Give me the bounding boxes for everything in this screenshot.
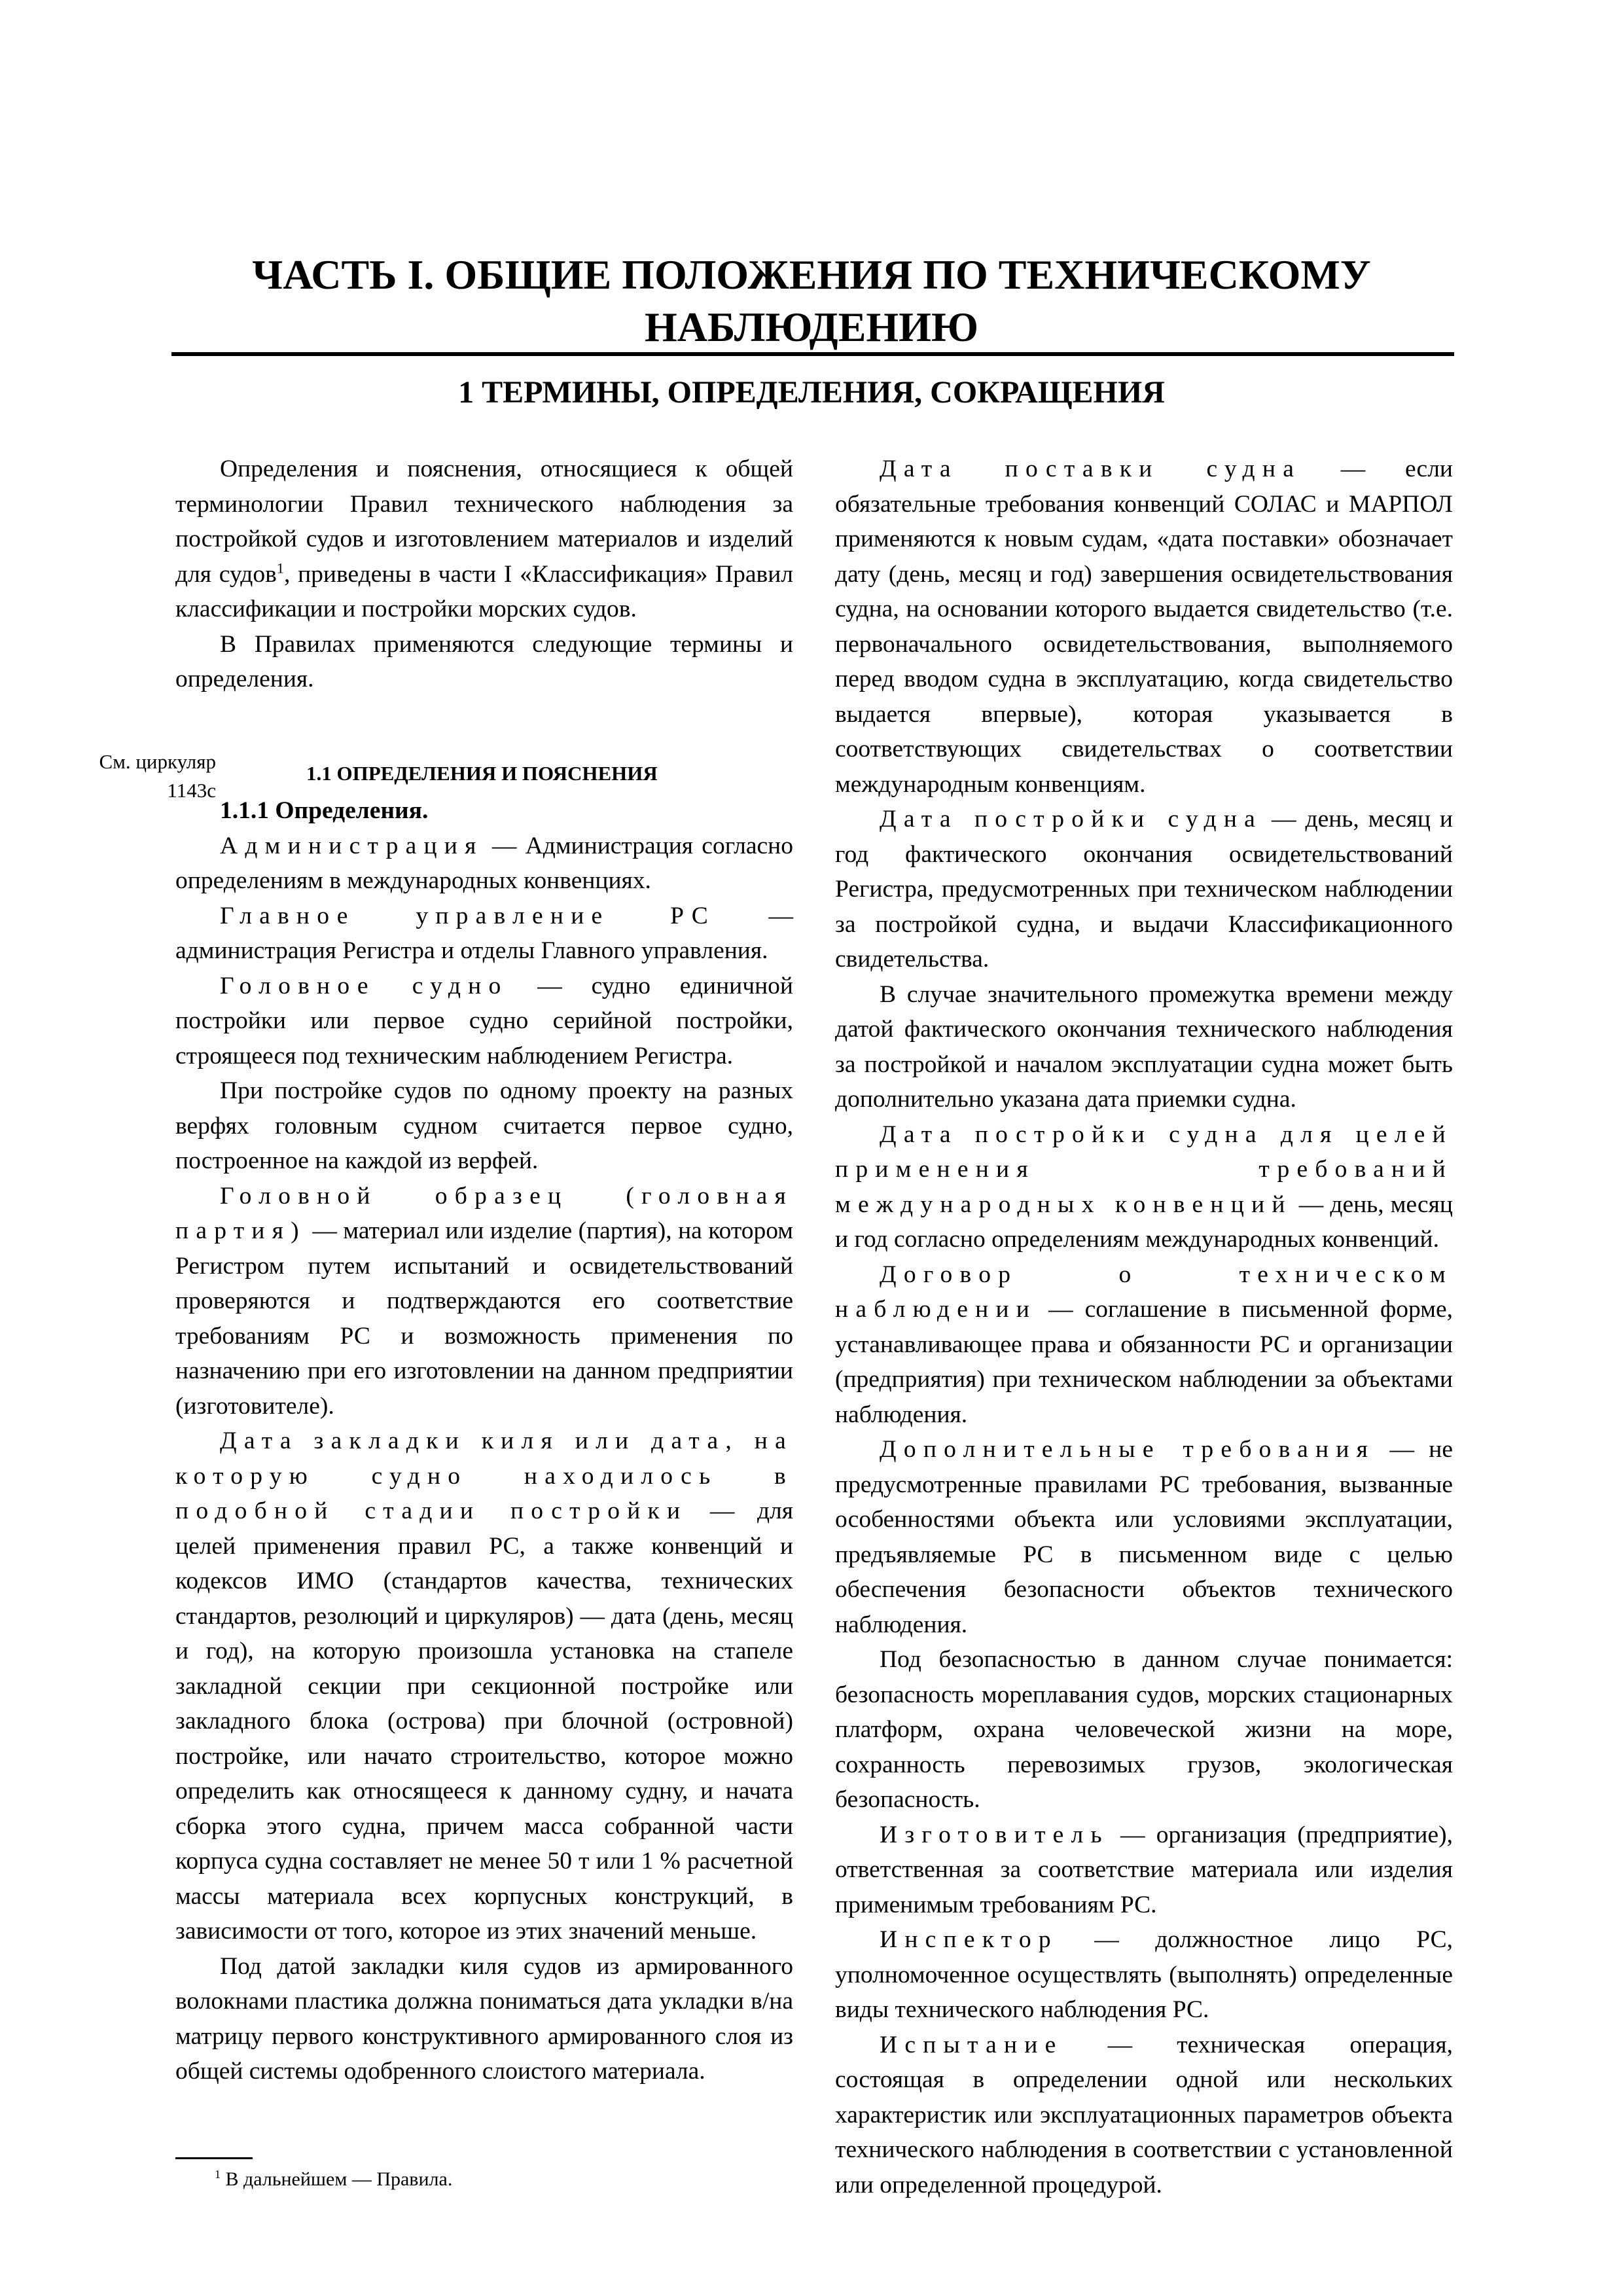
definition-test [835, 2028, 1453, 2203]
definition-delivery-date [835, 452, 1453, 802]
footnote-ref: 1 [276, 560, 285, 576]
def-main-office: — администрация Регистра и отделы Главного управления. [175, 902, 794, 964]
keel-date-note: Под датой закладки киля судов из армированного волокнами пластика должна пониматься дата укладки в/на матрицу первого конструктивного армированного слоя из общей системы одобренного слоистого материала. [175, 1952, 793, 2085]
definition-manufacturer [835, 1818, 1453, 1923]
def-build-date-conventions: — день, месяц и год согласно определениям международных конвенций. [835, 1191, 1453, 1253]
def-administration: — Администрация согласно определениям в международных конвенциях. [175, 832, 793, 894]
def-delivery-date: — если обязательные требования конвенций СОЛАС и МАРПОЛ применяются к новым судам, «дата поставки» обозначает дату (день, месяц и год) завершения освидетельствования судна, на основании которого выдается свидетельство (т.е. первоначального освидетельствования, выполняемого перед вводом судна в эксплуатацию, когда свидетельство выдается впервые), которая указывается в соответствующих свидетельствах о соответствии международным конвенциям. [835, 456, 1453, 798]
footnote-marker: 1 [215, 2168, 221, 2181]
definition-build-date-conventions [835, 1117, 1453, 1257]
term-keel-date: Дата закладки киля или дата, на которую судно находилось в подобной стадии постройки [175, 1427, 793, 1524]
title-rule [171, 352, 1454, 356]
footnote-text: В дальнейшем — Правила. [221, 2168, 453, 2190]
footnote [215, 2166, 452, 2193]
definition-lead-ship [175, 969, 793, 1074]
term-main-office: Главное управление РС [220, 902, 715, 929]
term-inspector: Инспектор [880, 1926, 1058, 1953]
definition-build-date [835, 802, 1453, 977]
def-inspector: — должностное лицо РС, уполномоченное осуществлять (выполнять) определенные виды технического наблюдения РС. [835, 1926, 1453, 2023]
section-title: 1 ТЕРМИНЫ, ОПРЕДЕЛЕНИЯ, СОКРАЩЕНИЯ [458, 375, 1165, 410]
intro-paragraph-2: В Правилах применяются следующие термины и определения. [175, 630, 793, 692]
term-additional-requirements: Дополнительные требования [880, 1436, 1376, 1463]
def-test: — техническая операция, состоящая в определении одной или нескольких характеристик или эксплуатационных параметров объекта технического наблюдения в соответствии с установленной или определенной процедурой. [835, 2031, 1453, 2198]
term-delivery-date: Дата поставки судна [880, 456, 1302, 482]
intro-text-b: , приведены в части I «Классификация» Правил классификации и постройки морских судов. [175, 560, 793, 622]
term-administration: Администрация [220, 832, 484, 859]
def-manufacturer: — организация (предприятие), ответственная за соответствие материала или изделия применимым требованиям РС. [835, 1821, 1453, 1918]
def-lead-sample: — материал или изделие (партия), на котором Регистром путем испытаний и освидетельствований проверяются и подтверждаются его соответствие требованиям РС и возможность применения по назначению при его изготовлении на данном предприятии (изготовителе). [175, 1217, 793, 1420]
lead-ship-note: При постройке судов по одному проекту на разных верфях головным судном считается первое судно, построенное на каждой из верфей. [175, 1077, 793, 1174]
definition-keel-date [175, 1424, 793, 1949]
def-additional-requirements: — не предусмотренные правилами РС требования, вызванные особенностями объекта или условиями эксплуатации, предъявляемые РС в письменном виде с целью обеспечения безопасности объектов технического наблюдения. [835, 1436, 1453, 1638]
build-date-note: В случае значительного промежутка времени между датой фактического окончания технического наблюдения за постройкой и началом эксплуатации судна может быть дополнительно указана дата приемки судна. [835, 980, 1453, 1113]
right-column [835, 452, 1453, 2202]
part-title: ЧАСТЬ I. ОБЩИЕ ПОЛОЖЕНИЯ ПО ТЕХНИЧЕСКОМУ НАБЛЮДЕНИЮ [252, 251, 1371, 350]
definition-main-office [175, 899, 793, 969]
def-contract: — соглашение в письменной форме, устанавливающее права и обязанности РС и организации (предприятия) при техническом наблюдении за объектами наблюдения. [835, 1296, 1453, 1428]
safety-note: Под безопасностью в данном случае понимается: безопасность мореплавания судов, морских стационарных платформ, охрана человеческой жизни на море, сохранность перевозимых грузов, экологическая безопасность. [835, 1646, 1453, 1813]
definition-administration [175, 829, 793, 899]
term-lead-sample: Головной образец (головная партия) [175, 1182, 793, 1244]
definition-contract [835, 1257, 1453, 1433]
margin-note-line2: 1143с [167, 779, 216, 802]
term-build-date: Дата постройки судна [880, 806, 1263, 833]
def-build-date: — день, месяц и год фактического окончания освидетельствований Регистра, предусмотренных при техническом наблюдении за постройкой судна, и выдачи Классификационного свидетельства. [835, 806, 1453, 973]
term-lead-ship: Головное судно [220, 972, 508, 999]
definition-lead-sample [175, 1179, 793, 1424]
term-build-date-conventions: Дата постройки судна для целей применения требований международных конвенций [835, 1121, 1453, 1218]
left-column [175, 452, 793, 2089]
margin-note-line1: См. циркуляр [99, 750, 216, 773]
term-test: Испытание [880, 2031, 1063, 2058]
subsection-title: 1.1 ОПРЕДЕЛЕНИЯ И ПОЯСНЕНИЯ [306, 761, 658, 785]
definition-additional-requirements [835, 1432, 1453, 1642]
definitions-heading: 1.1.1 Определения. [220, 797, 429, 824]
definition-inspector [835, 1922, 1453, 2028]
footnote-rule [175, 2157, 253, 2159]
def-lead-ship: — судно единичной постройки или первое судно серийной постройки, строящееся под техническим наблюдением Регистра. [175, 972, 793, 1069]
def-keel-date: — для целей применения правил РС, а также конвенций и кодексов ИМО (стандартов качества, технических стандартов, резолюций и циркуляров) — дата (день, месяц и год), на которую произошла установка на стапеле закладной секции при секционной постройке или закладного блока (острова) при блочной (островной) постройке, или начато строительство, которое можно определить как относящееся к данному судну, и начата сборка этого судна, причем масса собранной части корпуса судна составляет не менее 50 т или 1 % расчетной массы материала всех корпусных конструкций, в зависимости от того, которое из этих значений меньше. [175, 1498, 793, 1945]
term-contract: Договор о техническом наблюдении [835, 1261, 1453, 1323]
intro-paragraph [175, 452, 793, 627]
term-manufacturer: Изготовитель [880, 1821, 1109, 1848]
intro-text-a: Определения и пояснения, относящиеся к общей терминологии Правил технического наблюдения за постройкой судов и изготовлением материалов и изделий для судов [175, 456, 793, 588]
